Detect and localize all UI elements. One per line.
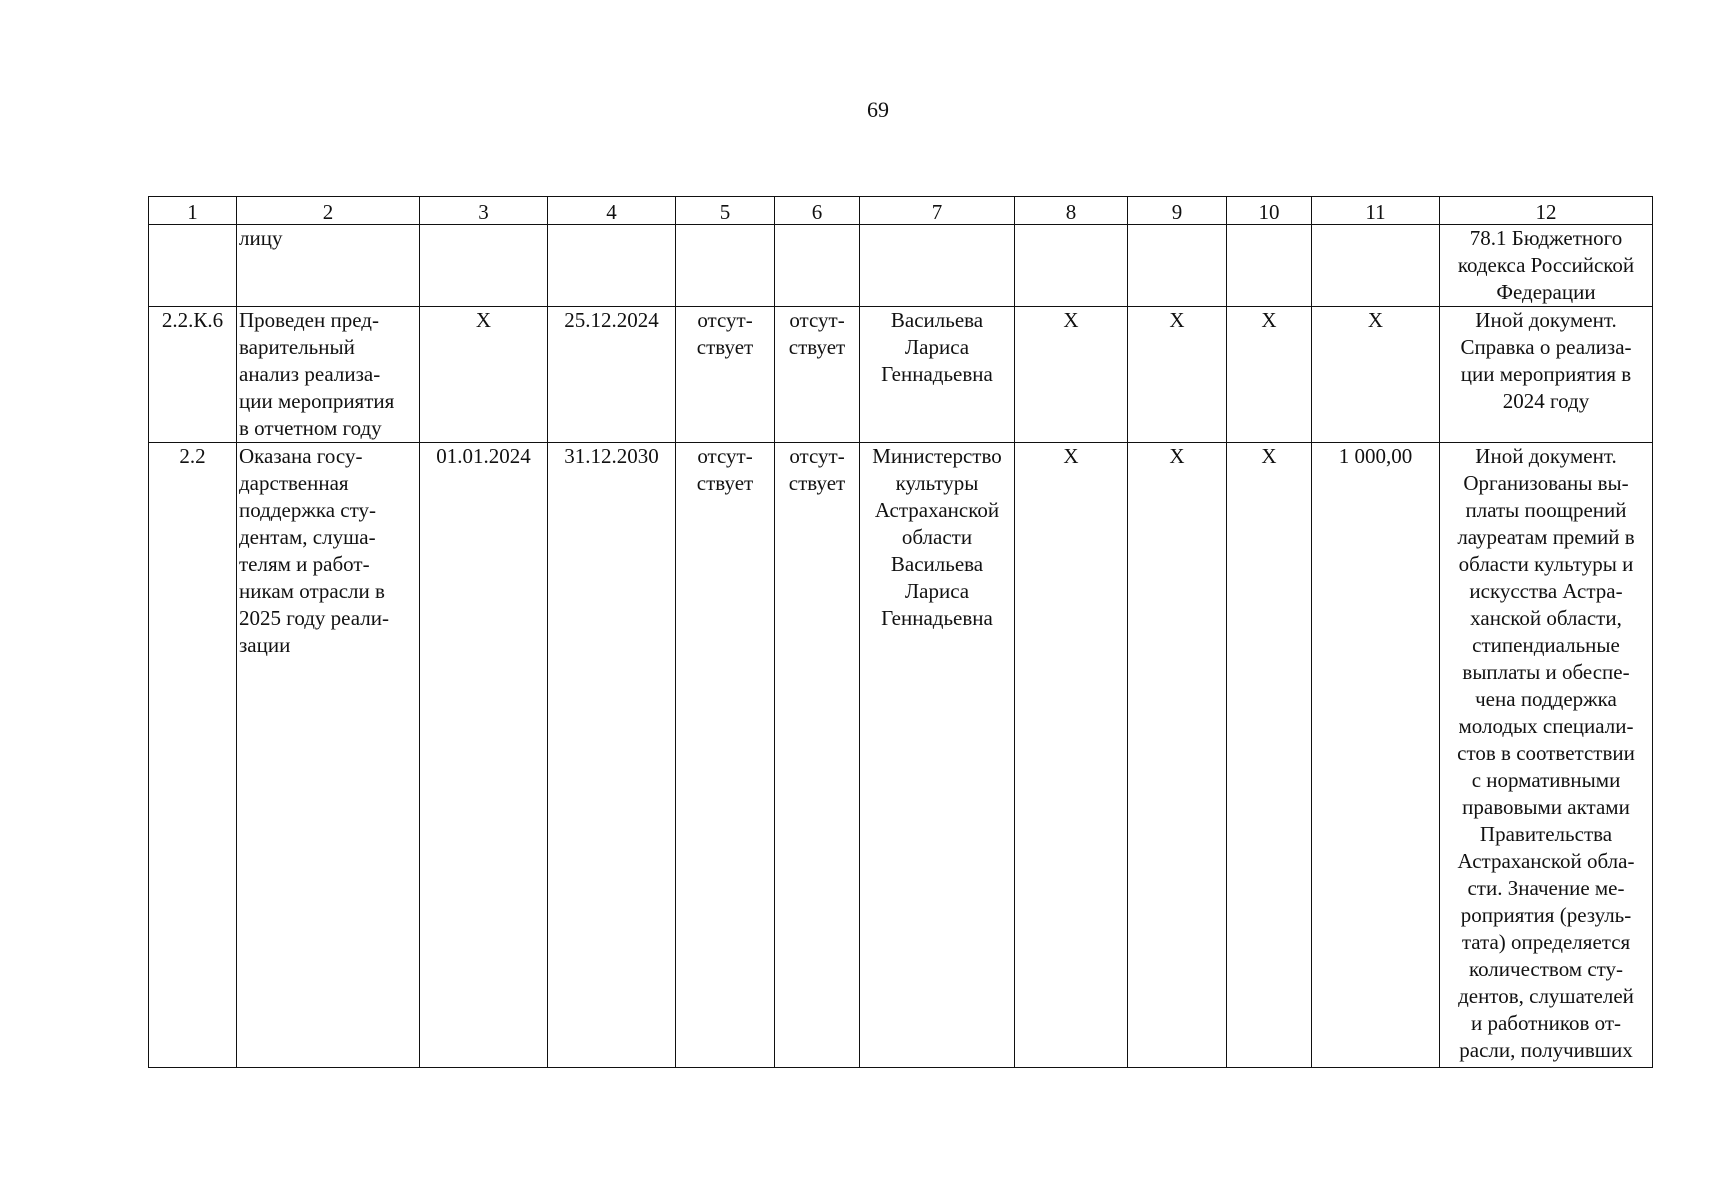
table-row	[149, 443, 1653, 1068]
cell-line: чена поддержка	[1475, 687, 1617, 711]
cell-line: ханской области,	[1470, 606, 1622, 630]
cell-amount: 1 000,00	[1312, 443, 1440, 1068]
cell-line: варительный	[239, 335, 355, 359]
cell-responsible	[860, 307, 1015, 443]
report-table	[148, 196, 1653, 1068]
cell-line: Справка о реализа-	[1460, 335, 1632, 359]
column-number-row	[149, 197, 1653, 225]
cell-line: Федерации	[1496, 280, 1596, 304]
cell-amount: X	[1312, 307, 1440, 443]
cell-line: Васильева	[890, 552, 984, 576]
column-header: 10	[1227, 197, 1312, 225]
cell-start-date: X	[420, 307, 548, 443]
cell-line: отсут-	[697, 444, 753, 468]
cell-line: Правительства	[1479, 822, 1613, 846]
cell-line: анализ реализа-	[239, 362, 381, 386]
cell-col5	[676, 443, 775, 1068]
column-header: 7	[860, 197, 1015, 225]
cell-line: стов в соответствии	[1457, 741, 1635, 765]
cell-col6	[775, 225, 860, 307]
cell-line: Васильева	[890, 308, 984, 332]
cell-line: ствует	[696, 471, 754, 495]
cell-line: Оказана госу-	[239, 444, 363, 468]
cell-name	[237, 443, 420, 1068]
column-header: 9	[1128, 197, 1227, 225]
cell-line: и работников от-	[1470, 1011, 1622, 1035]
cell-start-date: 01.01.2024	[420, 443, 548, 1068]
cell-line: ствует	[696, 335, 754, 359]
cell-line: Организованы вы-	[1463, 471, 1629, 495]
cell-line: Иной документ.	[1475, 444, 1617, 468]
cell-line: дарственная	[239, 471, 349, 495]
cell-line: отсут-	[789, 308, 845, 332]
column-header: 5	[676, 197, 775, 225]
cell-line: платы поощрений	[1465, 498, 1627, 522]
cell-col8: X	[1015, 307, 1128, 443]
cell-line: культуры	[895, 471, 979, 495]
cell-col9: X	[1128, 443, 1227, 1068]
cell-line: выплаты и обеспе-	[1462, 660, 1630, 684]
cell-line: Геннадьевна	[881, 606, 993, 630]
cell-line: никам отрасли в	[239, 579, 385, 603]
cell-line: области	[901, 525, 973, 549]
cell-line: в отчетном году	[239, 416, 382, 440]
cell-end-date: 31.12.2030	[548, 443, 676, 1068]
cell-col10: X	[1227, 307, 1312, 443]
cell-col8	[1015, 225, 1128, 307]
cell-line: Лариса	[904, 335, 970, 359]
column-header: 2	[237, 197, 420, 225]
cell-col10: X	[1227, 443, 1312, 1068]
cell-line: дентам, слуша-	[239, 525, 376, 549]
cell-line: области культуры и	[1458, 552, 1634, 576]
cell-col10	[1227, 225, 1312, 307]
cell-line: расли, получивших	[1459, 1038, 1633, 1062]
cell-end-date: 25.12.2024	[548, 307, 676, 443]
cell-line: с нормативными	[1471, 768, 1621, 792]
cell-line: кодекса Российской	[1457, 253, 1635, 277]
cell-line: Лариса	[904, 579, 970, 603]
cell-start-date	[420, 225, 548, 307]
column-header: 11	[1312, 197, 1440, 225]
cell-amount	[1312, 225, 1440, 307]
cell-line: тата) определяется	[1461, 930, 1631, 954]
column-header: 12	[1440, 197, 1653, 225]
cell-document	[1440, 443, 1653, 1068]
cell-name	[237, 225, 420, 307]
cell-line: зации	[239, 633, 291, 657]
cell-line: ции мероприятия	[239, 389, 395, 413]
cell-line: 2025 году реали-	[239, 606, 389, 630]
cell-line: телям и работ-	[239, 552, 370, 576]
cell-line: лауреатам премий в	[1457, 525, 1635, 549]
cell-line: дентов, слушателей	[1458, 984, 1634, 1008]
column-header: 4	[548, 197, 676, 225]
column-header: 1	[149, 197, 237, 225]
cell-col6	[775, 307, 860, 443]
cell-end-date	[548, 225, 676, 307]
cell-col9	[1128, 225, 1227, 307]
cell-col5	[676, 307, 775, 443]
cell-line: Астраханской	[874, 498, 1000, 522]
cell-col8: X	[1015, 443, 1128, 1068]
cell-line: Министерство	[872, 444, 1002, 468]
cell-name	[237, 307, 420, 443]
column-header: 8	[1015, 197, 1128, 225]
cell-responsible	[860, 443, 1015, 1068]
cell-line: правовыми актами	[1462, 795, 1630, 819]
table-row	[149, 225, 1653, 307]
cell-line: отсут-	[697, 308, 753, 332]
cell-number: 2.2.К.6	[149, 307, 237, 443]
table-row	[149, 307, 1653, 443]
page-number: 69	[867, 97, 889, 122]
cell-document	[1440, 307, 1653, 443]
cell-line: искусства Астра-	[1469, 579, 1623, 603]
column-header: 3	[420, 197, 548, 225]
cell-line: Проведен пред-	[239, 308, 379, 332]
cell-line: лицу	[239, 226, 283, 250]
cell-number: 2.2	[149, 443, 237, 1068]
cell-line: роприятия (резуль-	[1460, 903, 1632, 927]
cell-line: количеством сту-	[1468, 957, 1624, 981]
cell-line: Астраханской обла-	[1457, 849, 1635, 873]
cell-line: ствует	[788, 471, 846, 495]
cell-line: молодых специали-	[1458, 714, 1634, 738]
cell-col5	[676, 225, 775, 307]
cell-line: сти. Значение ме-	[1467, 876, 1625, 900]
cell-line: отсут-	[789, 444, 845, 468]
cell-line: ции мероприятия в	[1460, 362, 1632, 386]
cell-line: 78.1 Бюджетного	[1469, 226, 1623, 250]
cell-line: стипендиальные	[1472, 633, 1620, 657]
cell-number	[149, 225, 237, 307]
cell-col6	[775, 443, 860, 1068]
cell-line: Иной документ.	[1475, 308, 1617, 332]
cell-line: ствует	[788, 335, 846, 359]
cell-line: Геннадьевна	[881, 362, 993, 386]
cell-line: поддержка сту-	[239, 498, 377, 522]
cell-col9: X	[1128, 307, 1227, 443]
cell-responsible	[860, 225, 1015, 307]
cell-line: 2024 году	[1502, 389, 1590, 413]
cell-document	[1440, 225, 1653, 307]
column-header: 6	[775, 197, 860, 225]
